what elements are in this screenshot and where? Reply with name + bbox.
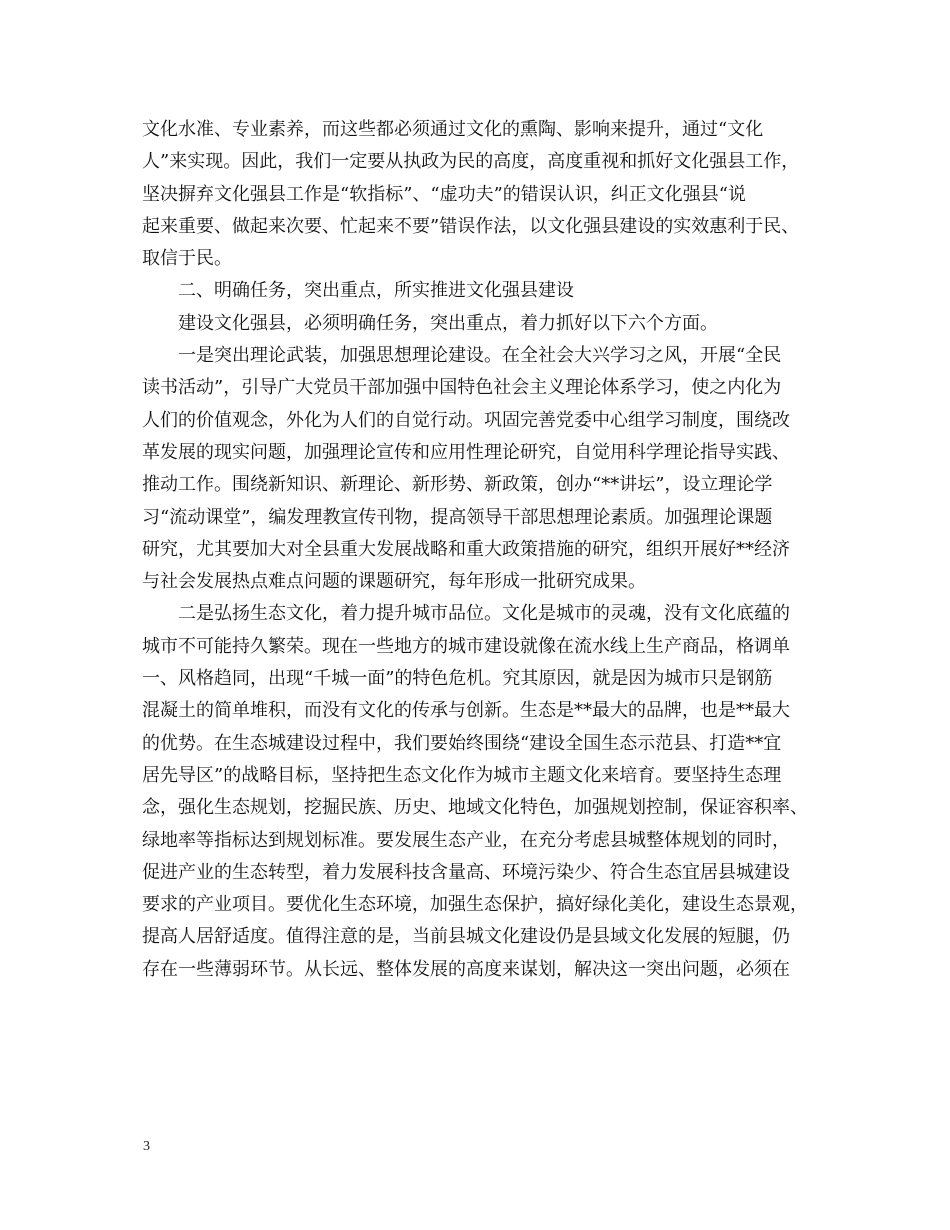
text-line: 建设文化强县，必须明确任务，突出重点，着力抓好以下六个方面。	[178, 312, 718, 334]
text-line: 起来重要、做起来次要、忙起来不要”错误作法，以文化强县建设的实效惠利于民、	[142, 215, 800, 237]
body-text	[142, 114, 822, 986]
text-line: 混凝土的简单堆积，而没有文化的传承与创新。生态是**最大的品牌，也是**最大	[142, 700, 790, 722]
text-line: 要求的产业项目。要优化生态环境，加强生态保护，搞好绿化美化，建设生态景观，	[142, 894, 808, 916]
text-line: 推动工作。围绕新知识、新理论、新形势、新政策，创办“**讲坛”，设立理论学	[142, 474, 773, 496]
text-line: 研究，尤其要加大对全县重大发展战略和重大政策措施的研究，组织开展好**经济	[142, 538, 790, 560]
text-line: 存在一些薄弱环节。从长远、整体发展的高度来谋划，解决这一突出问题，必须在	[142, 958, 790, 980]
text-line: 文化水准、专业素养，而这些都必须通过文化的熏陶、影响来提升，通过“文化	[142, 119, 764, 140]
text-line: 居先导区”的战略目标，坚持把生态文化作为城市主题文化来培育。要坚持生态理	[142, 764, 782, 786]
text-line: 人”来实现。因此，我们一定要从执政为民的高度，高度重视和抓好文化强县工作，	[142, 151, 800, 173]
text-line: 绿地率等指标达到规划标准。要发展生态产业，在充分考虑县城整体规划的同时，	[142, 829, 790, 851]
text-line: 提高人居舒适度。值得注意的是，当前县城文化建设仍是县域文化发展的短腿，仍	[142, 926, 790, 948]
text-line: 的优势。在生态城建设过程中，我们要始终围绕“建设全国生态示范县、打造**宜	[142, 732, 782, 754]
text-line: 人们的价值观念，外化为人们的自觉行动。巩固完善党委中心组学习制度，围绕改	[142, 409, 790, 431]
text-line: 取信于民。	[142, 248, 232, 270]
text-line: 一、风格趋同，出现“千城一面”的特色危机。究其原因，就是因为城市只是钢筋	[142, 668, 773, 690]
page-number: 3	[143, 1139, 150, 1154]
paragraph-first-line: 一是突出理论武装，加强思想理论建设。在全社会大兴学习之风，开展“全民	[178, 345, 782, 367]
text-line: 坚决摒弃文化强县工作是“软指标”、“虚功夫”的错误认识，纠正文化强县“说	[142, 183, 747, 205]
paragraph-first-line: 二是弘扬生态文化，着力提升城市品位。文化是城市的灵魂，没有文化底蕴的	[178, 603, 790, 625]
text-line: 城市不可能持久繁荣。现在一些地方的城市建设就像在流水线上生产商品，格调单	[142, 635, 790, 657]
text-line: 与社会发展热点难点问题的课题研究，每年形成一批研究成果。	[142, 571, 646, 593]
text-line: 读书活动”，引导广大党员干部加强中国特色社会主义理论体系学习，使之内化为	[142, 377, 782, 399]
text-line: 念，强化生态规划，挖掘民族、历史、地域文化特色，加强规划控制，保证容积率、	[142, 797, 808, 819]
text-line: 革发展的现实问题，加强理论宣传和应用性理论研究，自觉用科学理论指导实践、	[142, 441, 790, 463]
text-line: 习“流动课堂”，编发理教宣传刊物，提高领导干部思想理论素质。加强理论课题	[142, 506, 773, 528]
section-heading: 二、明确任务，突出重点，所实推进文化强县建设	[178, 280, 574, 302]
text-line: 促进产业的生态转型，着力发展科技含量高、环境污染少、符合生态宜居县城建设	[142, 861, 790, 883]
